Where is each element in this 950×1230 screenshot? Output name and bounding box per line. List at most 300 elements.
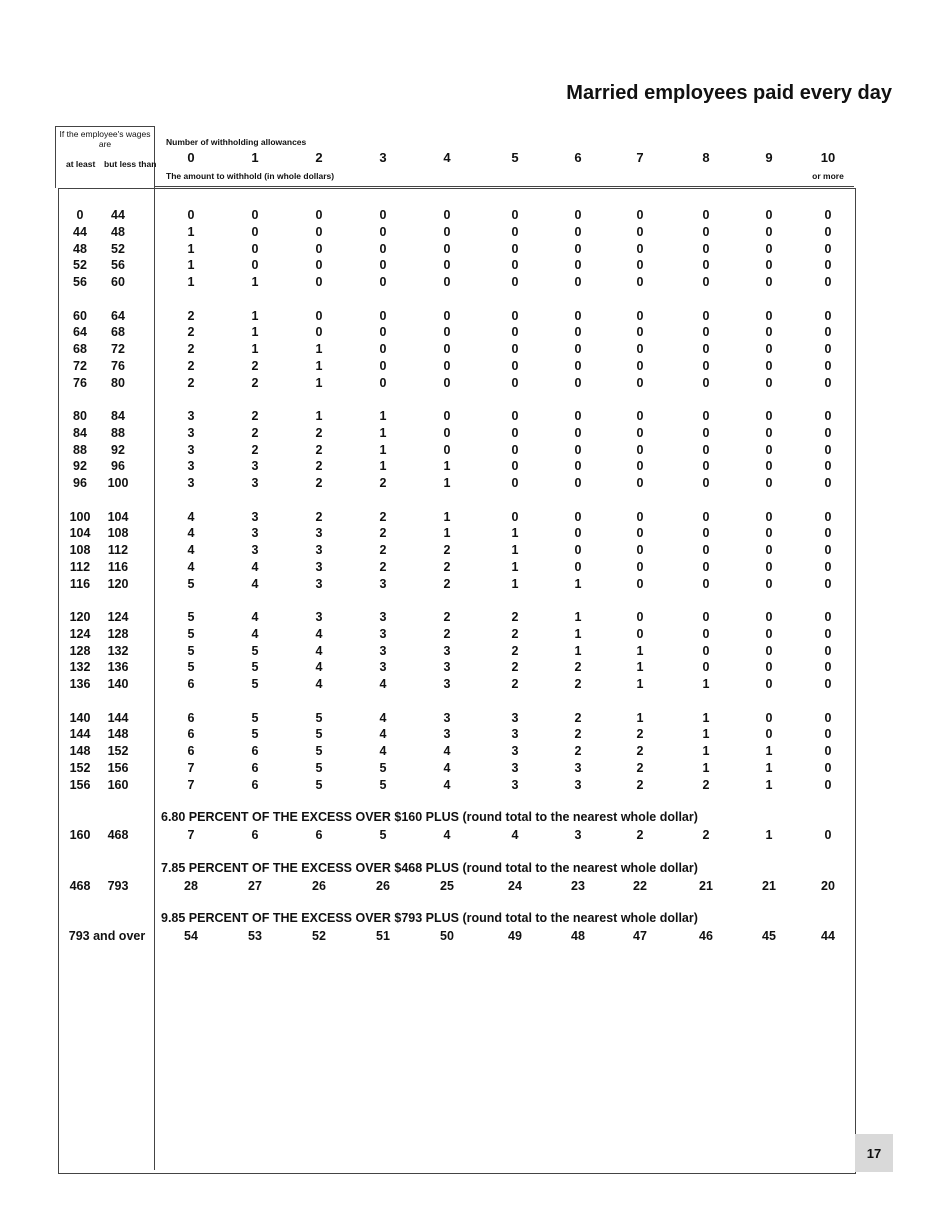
withholding-amount: 2: [574, 744, 582, 759]
withholding-amount: 0: [251, 224, 259, 239]
withholding-amount: 5: [315, 760, 323, 775]
withholding-amount: 0: [765, 409, 773, 423]
withholding-amount: 0: [511, 509, 519, 524]
withholding-amount: 3: [315, 610, 323, 624]
withholding-amount: 1: [702, 727, 710, 742]
withholding-amount: 0: [379, 258, 387, 273]
withholding-amount: 3: [511, 777, 519, 792]
withholding-amount: 6: [187, 744, 195, 759]
table-row: [0, 257, 950, 273]
withholding-amount: 4: [251, 576, 259, 591]
withholding-amount: 1: [574, 643, 582, 658]
withholding-amount: 0: [765, 442, 773, 457]
wage-less-than: 112: [107, 543, 129, 558]
allowance-col-header: 10: [820, 150, 836, 165]
table-row: [0, 710, 950, 726]
wage-at-least: 80: [73, 409, 87, 423]
withholding-amount: 2: [379, 509, 387, 524]
table-row: [0, 760, 950, 776]
wage-range-label: 793 and over: [68, 929, 146, 943]
withholding-amount: 0: [702, 459, 710, 474]
withholding-amount: 2: [511, 660, 519, 675]
wage-less-than: 108: [107, 526, 129, 541]
withholding-amount: 0: [379, 375, 387, 390]
withholding-amount: 0: [765, 224, 773, 239]
withholding-amount: 0: [574, 208, 582, 222]
withholding-amount: 0: [511, 224, 519, 239]
wage-at-least: 152: [69, 760, 91, 775]
withholding-amount: 0: [511, 459, 519, 474]
withholding-amount: 0: [511, 275, 519, 290]
withholding-amount: 0: [702, 660, 710, 675]
withholding-amount: 0: [702, 543, 710, 558]
but-less-than-label: but less than: [104, 159, 157, 169]
withholding-amount: 0: [636, 476, 644, 491]
withholding-amount: 0: [636, 526, 644, 541]
withholding-amount: 0: [636, 409, 644, 423]
allowances-label: Number of withholding allowances: [166, 137, 307, 147]
wage-at-least: 56: [73, 275, 87, 290]
withholding-amount: 1: [574, 610, 582, 624]
withholding-amount: 1: [187, 275, 195, 290]
withholding-amount: 0: [824, 241, 832, 256]
withholding-amount: 0: [511, 258, 519, 273]
withholding-amount: 0: [824, 409, 832, 423]
withholding-amount: 0: [443, 425, 451, 440]
withholding-amount: 0: [765, 275, 773, 290]
table-row: [0, 341, 950, 357]
wage-at-least: 120: [69, 610, 91, 624]
allowance-col-header: 6: [574, 150, 582, 165]
withholding-amount: 3: [315, 526, 323, 541]
withholding-amount: 1: [636, 643, 644, 658]
withholding-amount: 0: [765, 308, 773, 323]
withholding-amount: 0: [702, 308, 710, 323]
withholding-amount: 1: [765, 744, 773, 759]
withholding-amount: 2: [251, 375, 259, 390]
wage-at-least: 64: [73, 325, 87, 340]
withholding-amount: 3: [187, 442, 195, 457]
withholding-amount: 1: [251, 342, 259, 357]
withholding-amount: 0: [511, 325, 519, 340]
withholding-amount: 1: [251, 325, 259, 340]
withholding-amount: 3: [443, 660, 451, 675]
table-row: [0, 726, 950, 742]
withholding-amount: 0: [574, 543, 582, 558]
withholding-amount: 0: [636, 208, 644, 222]
withholding-amount: 44: [821, 929, 835, 943]
withholding-amount: 0: [574, 425, 582, 440]
withholding-amount: 0: [824, 727, 832, 742]
withholding-amount: 2: [511, 610, 519, 624]
withholding-amount: 0: [636, 626, 644, 641]
table-row: [0, 408, 950, 424]
wage-at-least: 44: [73, 224, 87, 239]
withholding-amount: 21: [762, 879, 776, 893]
bracket-note: 7.85 PERCENT OF THE EXCESS OVER $468 PLUS (round total to the nearest whole dollar): [161, 861, 698, 875]
page-number: 17: [855, 1134, 893, 1172]
wage-at-least: 68: [73, 342, 87, 357]
header-rule: [154, 186, 854, 187]
withholding-amount: 2: [251, 442, 259, 457]
allowance-col-header: 4: [443, 150, 451, 165]
withholding-amount: 2: [187, 342, 195, 357]
bracket-row: [0, 928, 950, 944]
withholding-amount: 0: [574, 459, 582, 474]
wage-at-least: 112: [69, 559, 91, 574]
bracket-row: [0, 878, 950, 894]
withholding-amount: 1: [511, 559, 519, 574]
wage-at-least: 124: [69, 626, 91, 641]
withholding-amount: 0: [251, 208, 259, 222]
wage-less-than: 140: [107, 677, 129, 692]
withholding-amount: 6: [187, 677, 195, 692]
withholding-amount: 1: [443, 476, 451, 491]
wage-less-than: 148: [107, 727, 129, 742]
withholding-amount: 0: [702, 509, 710, 524]
withholding-amount: 0: [511, 476, 519, 491]
withholding-amount: 0: [824, 308, 832, 323]
withholding-amount: 5: [315, 710, 323, 725]
withholding-amount: 2: [511, 626, 519, 641]
withholding-amount: 0: [379, 325, 387, 340]
wage-at-least: 84: [73, 425, 87, 440]
wage-at-least: 76: [73, 375, 87, 390]
wage-at-least: 92: [73, 459, 87, 474]
withholding-amount: 0: [824, 325, 832, 340]
wage-at-least: 156: [69, 777, 91, 792]
withholding-amount: 1: [765, 760, 773, 775]
withholding-amount: 3: [511, 727, 519, 742]
table-row: [0, 626, 950, 642]
withholding-amount: 3: [379, 643, 387, 658]
withholding-amount: 20: [821, 879, 835, 893]
withholding-amount: 2: [443, 559, 451, 574]
withholding-amount: 5: [379, 760, 387, 775]
withholding-amount: 3: [574, 828, 582, 842]
wage-at-least: 88: [73, 442, 87, 457]
withholding-amount: 1: [702, 710, 710, 725]
table-row: [0, 458, 950, 474]
withholding-amount: 0: [574, 476, 582, 491]
withholding-amount: 1: [574, 626, 582, 641]
withholding-amount: 0: [824, 425, 832, 440]
withholding-amount: 0: [824, 526, 832, 541]
withholding-amount: 1: [315, 358, 323, 373]
withholding-amount: 0: [824, 626, 832, 641]
withholding-amount: 0: [315, 258, 323, 273]
withholding-amount: 5: [251, 727, 259, 742]
withholding-amount: 1: [251, 275, 259, 290]
withholding-amount: 0: [511, 358, 519, 373]
withholding-amount: 2: [187, 375, 195, 390]
withholding-amount: 0: [824, 610, 832, 624]
withholding-amount: 7: [187, 760, 195, 775]
allowance-col-header: 2: [315, 150, 323, 165]
wage-less-than: 76: [111, 358, 125, 373]
table-row: [0, 676, 950, 692]
withholding-amount: 0: [765, 476, 773, 491]
withholding-amount: 28: [184, 879, 198, 893]
withholding-amount: 7: [187, 777, 195, 792]
withholding-amount: 0: [636, 543, 644, 558]
withholding-amount: 2: [443, 626, 451, 641]
table-row: [0, 659, 950, 675]
withholding-amount: 1: [702, 744, 710, 759]
withholding-amount: 0: [636, 425, 644, 440]
withholding-amount: 48: [571, 929, 585, 943]
withholding-amount: 0: [574, 258, 582, 273]
wage-at-least: 136: [69, 677, 91, 692]
withholding-amount: 0: [511, 375, 519, 390]
withholding-amount: 6: [251, 760, 259, 775]
withholding-amount: 0: [824, 224, 832, 239]
withholding-amount: 1: [636, 710, 644, 725]
withholding-amount: 5: [187, 626, 195, 641]
withholding-amount: 0: [636, 459, 644, 474]
withholding-amount: 0: [765, 342, 773, 357]
withholding-amount: 0: [824, 559, 832, 574]
withholding-amount: 0: [379, 224, 387, 239]
withholding-amount: 0: [824, 828, 832, 842]
withholding-amount: 4: [315, 660, 323, 675]
withholding-amount: 1: [574, 576, 582, 591]
withholding-amount: 3: [315, 559, 323, 574]
withholding-amount: 2: [574, 677, 582, 692]
withholding-amount: 0: [824, 476, 832, 491]
wage-at-least: 96: [73, 476, 87, 491]
withholding-amount: 3: [187, 409, 195, 423]
withholding-amount: 0: [702, 409, 710, 423]
wage-at-least: 468: [69, 879, 91, 893]
table-row: [0, 274, 950, 290]
withholding-amount: 1: [187, 224, 195, 239]
withholding-amount: 0: [702, 275, 710, 290]
table-row: [0, 324, 950, 340]
withholding-amount: 1: [379, 459, 387, 474]
withholding-amount: 0: [251, 241, 259, 256]
withholding-amount: 25: [440, 879, 454, 893]
wage-at-least: 148: [69, 744, 91, 759]
withholding-amount: 0: [702, 476, 710, 491]
withholding-amount: 4: [379, 744, 387, 759]
withholding-amount: 4: [379, 677, 387, 692]
withholding-amount: 0: [765, 509, 773, 524]
withholding-amount: 5: [251, 677, 259, 692]
wage-less-than: 84: [111, 409, 125, 423]
withholding-amount: 1: [636, 677, 644, 692]
wage-less-than: 52: [111, 241, 125, 256]
wage-less-than: 92: [111, 442, 125, 457]
withholding-amount: 0: [443, 258, 451, 273]
withholding-amount: 1: [443, 459, 451, 474]
withholding-amount: 0: [636, 610, 644, 624]
table-row: [0, 609, 950, 625]
withholding-amount: 51: [376, 929, 390, 943]
withholding-amount: 2: [187, 358, 195, 373]
withholding-amount: 0: [824, 777, 832, 792]
withholding-amount: 3: [443, 677, 451, 692]
withholding-amount: 0: [765, 543, 773, 558]
withholding-amount: 6: [187, 727, 195, 742]
withholding-amount: 0: [765, 208, 773, 222]
withholding-amount: 0: [765, 576, 773, 591]
wage-at-least: 116: [69, 576, 91, 591]
table-row: [0, 743, 950, 759]
withholding-amount: 0: [574, 409, 582, 423]
wage-less-than: 152: [107, 744, 129, 759]
withholding-amount: 2: [702, 777, 710, 792]
withholding-amount: 0: [251, 258, 259, 273]
withholding-amount: 54: [184, 929, 198, 943]
withholding-amount: 0: [379, 358, 387, 373]
withholding-amount: 3: [187, 476, 195, 491]
withholding-amount: 0: [824, 358, 832, 373]
withholding-amount: 0: [443, 375, 451, 390]
withholding-amount: 0: [765, 610, 773, 624]
withholding-amount: 0: [511, 208, 519, 222]
withholding-amount: 2: [251, 425, 259, 440]
wage-less-than: 160: [107, 777, 129, 792]
withholding-amount: 26: [376, 879, 390, 893]
table-row: [0, 241, 950, 257]
table-row: [0, 525, 950, 541]
withholding-amount: 0: [765, 526, 773, 541]
withholding-amount: 3: [379, 576, 387, 591]
withholding-amount: 2: [636, 760, 644, 775]
allowance-col-header: 3: [379, 150, 387, 165]
withholding-amount: 0: [636, 275, 644, 290]
withholding-amount: 5: [187, 610, 195, 624]
withholding-amount: 0: [824, 744, 832, 759]
withholding-amount: 0: [511, 241, 519, 256]
withholding-amount: 2: [443, 610, 451, 624]
withholding-amount: 5: [251, 660, 259, 675]
wage-less-than: 144: [107, 710, 129, 725]
withholding-amount: 27: [248, 879, 262, 893]
withholding-amount: 0: [765, 425, 773, 440]
withholding-amount: 0: [765, 241, 773, 256]
wage-at-least: 60: [73, 308, 87, 323]
withholding-amount: 2: [315, 425, 323, 440]
withholding-amount: 0: [379, 275, 387, 290]
withholding-amount: 3: [187, 425, 195, 440]
withholding-amount: 1: [443, 526, 451, 541]
withholding-amount: 3: [315, 576, 323, 591]
withholding-amount: 0: [702, 241, 710, 256]
wage-at-least: 132: [69, 660, 91, 675]
wage-less-than: 468: [107, 828, 129, 842]
withholding-amount: 4: [187, 559, 195, 574]
withholding-amount: 0: [702, 442, 710, 457]
withholding-amount: 2: [379, 559, 387, 574]
withholding-amount: 0: [636, 308, 644, 323]
wage-less-than: 156: [107, 760, 129, 775]
withholding-amount: 2: [443, 543, 451, 558]
wage-less-than: 80: [111, 375, 125, 390]
wage-at-least: 100: [69, 509, 91, 524]
withholding-amount: 0: [574, 559, 582, 574]
withholding-amount: 0: [824, 208, 832, 222]
withholding-amount: 0: [702, 643, 710, 658]
withholding-amount: 0: [574, 308, 582, 323]
wage-less-than: 116: [107, 559, 129, 574]
withholding-amount: 45: [762, 929, 776, 943]
withholding-amount: 2: [702, 828, 710, 842]
withholding-amount: 6: [187, 710, 195, 725]
withholding-amount: 2: [187, 325, 195, 340]
wage-less-than: 72: [111, 342, 125, 357]
withholding-amount: 0: [443, 342, 451, 357]
withholding-amount: 0: [765, 358, 773, 373]
withholding-amount: 0: [636, 342, 644, 357]
withholding-amount: 0: [636, 375, 644, 390]
table-row: [0, 777, 950, 793]
wage-at-least: 52: [73, 258, 87, 273]
table-row: [0, 509, 950, 525]
withholding-amount: 0: [636, 509, 644, 524]
withholding-amount: 4: [187, 543, 195, 558]
withholding-amount: 3: [443, 710, 451, 725]
wage-at-least: 104: [69, 526, 91, 541]
withholding-amount: 0: [574, 442, 582, 457]
withholding-amount: 2: [251, 409, 259, 423]
withholding-amount: 0: [702, 258, 710, 273]
withholding-amount: 3: [574, 777, 582, 792]
withholding-amount: 2: [636, 777, 644, 792]
wage-less-than: 120: [107, 576, 129, 591]
withholding-amount: 2: [315, 442, 323, 457]
withholding-amount: 4: [443, 777, 451, 792]
withholding-amount: 0: [765, 258, 773, 273]
withholding-amount: 4: [315, 643, 323, 658]
withholding-amount: 21: [699, 879, 713, 893]
withholding-amount: 0: [765, 643, 773, 658]
withholding-amount: 47: [633, 929, 647, 943]
withholding-amount: 0: [765, 710, 773, 725]
withholding-amount: 3: [511, 760, 519, 775]
withholding-amount: 0: [511, 409, 519, 423]
withholding-amount: 3: [251, 526, 259, 541]
withholding-amount: 0: [824, 459, 832, 474]
withholding-amount: 2: [443, 576, 451, 591]
withholding-amount: 24: [508, 879, 522, 893]
withholding-amount: 0: [824, 660, 832, 675]
wage-less-than: 48: [111, 224, 125, 239]
withholding-amount: 0: [636, 224, 644, 239]
withholding-amount: 3: [574, 760, 582, 775]
wage-less-than: 68: [111, 325, 125, 340]
withholding-amount: 0: [702, 208, 710, 222]
withholding-amount: 1: [187, 258, 195, 273]
withholding-amount: 0: [636, 241, 644, 256]
withholding-amount: 3: [511, 744, 519, 759]
withholding-amount: 5: [251, 710, 259, 725]
withholding-amount: 1: [765, 828, 773, 842]
withholding-amount: 0: [574, 224, 582, 239]
withholding-amount: 3: [379, 610, 387, 624]
withholding-amount: 0: [702, 576, 710, 591]
withholding-amount: 2: [379, 543, 387, 558]
wage-less-than: 64: [111, 308, 125, 323]
withholding-amount: 0: [443, 409, 451, 423]
withholding-amount: 7: [187, 828, 195, 842]
withholding-amount: 0: [824, 643, 832, 658]
withholding-amount: 0: [315, 224, 323, 239]
withholding-amount: 4: [443, 828, 451, 842]
page-title: Married employees paid every day: [566, 82, 892, 104]
table-row: [0, 207, 950, 223]
